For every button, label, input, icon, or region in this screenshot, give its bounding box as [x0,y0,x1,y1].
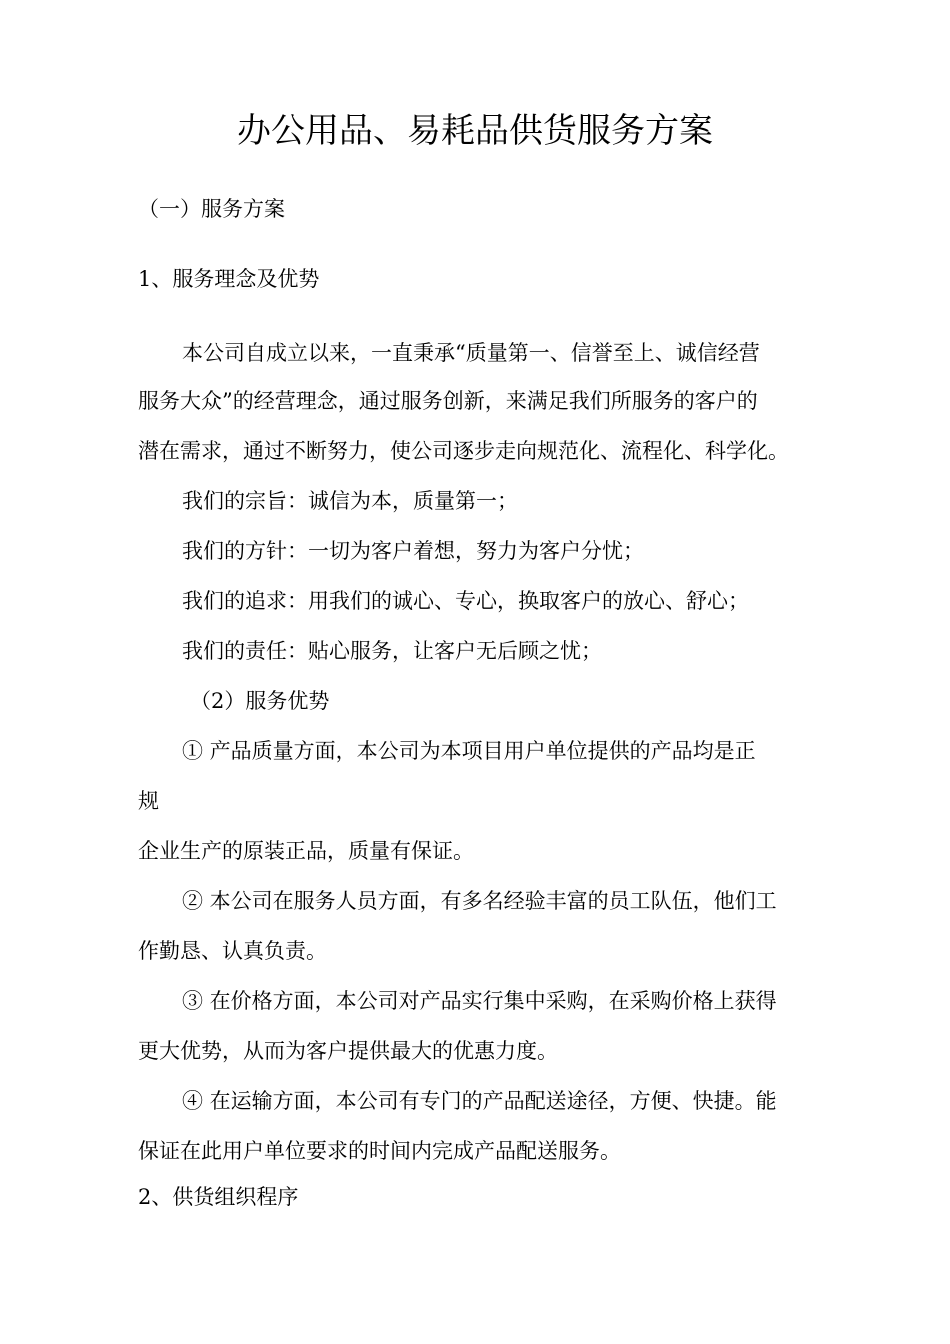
document-title: 办公用品、易耗品供货服务方案 [237,111,713,151]
advantage-2-line: 作勤恳、认真负责。 [138,939,327,963]
section-heading-service-philosophy: 1、服务理念及优势 [138,267,320,291]
advantage-3-line: ③ 在价格方面，本公司对产品实行集中采购，在采购价格上获得 [182,989,777,1013]
advantage-1-line: 企业生产的原装正品，质量有保证。 [138,839,474,863]
paragraph-line: 服务大众”的经营理念，通过服务创新，来满足我们所服务的客户的 [138,389,758,413]
advantage-3-line: 更大优势，从而为客户提供最大的优惠力度。 [138,1039,558,1063]
paragraph-line: 潜在需求，通过不断努力，使公司逐步走向规范化、流程化、科学化。 [138,439,789,463]
advantage-1-line: ① 产品质量方面，本公司为本项目用户单位提供的产品均是正 [182,739,756,763]
section-heading-supply-procedure: 2、供货组织程序 [138,1185,299,1209]
principle-responsibility: 我们的责任：贴心服务，让客户无后顾之忧； [182,639,602,663]
advantage-4-line: ④ 在运输方面，本公司有专门的产品配送途径，方便、快捷。能 [182,1089,777,1113]
principle-pursuit: 我们的追求：用我们的诚心、专心，换取客户的放心、舒心； [182,589,749,613]
advantage-2-line: ② 本公司在服务人员方面，有多名经验丰富的员工队伍，他们工 [182,889,777,913]
subsection-heading-service-advantages: （2）服务优势 [190,689,330,713]
advantage-4-line: 保证在此用户单位要求的时间内完成产品配送服务。 [138,1139,621,1163]
section-heading-service-plan: （一）服务方案 [138,197,285,221]
principle-policy: 我们的方针：一切为客户着想，努力为客户分忧； [182,539,644,563]
principle-purpose: 我们的宗旨：诚信为本，质量第一； [182,489,518,513]
advantage-1-line: 规 [138,789,159,813]
paragraph-line: 本公司自成立以来，一直秉承“质量第一、信誉至上、诚信经营 [182,341,760,365]
